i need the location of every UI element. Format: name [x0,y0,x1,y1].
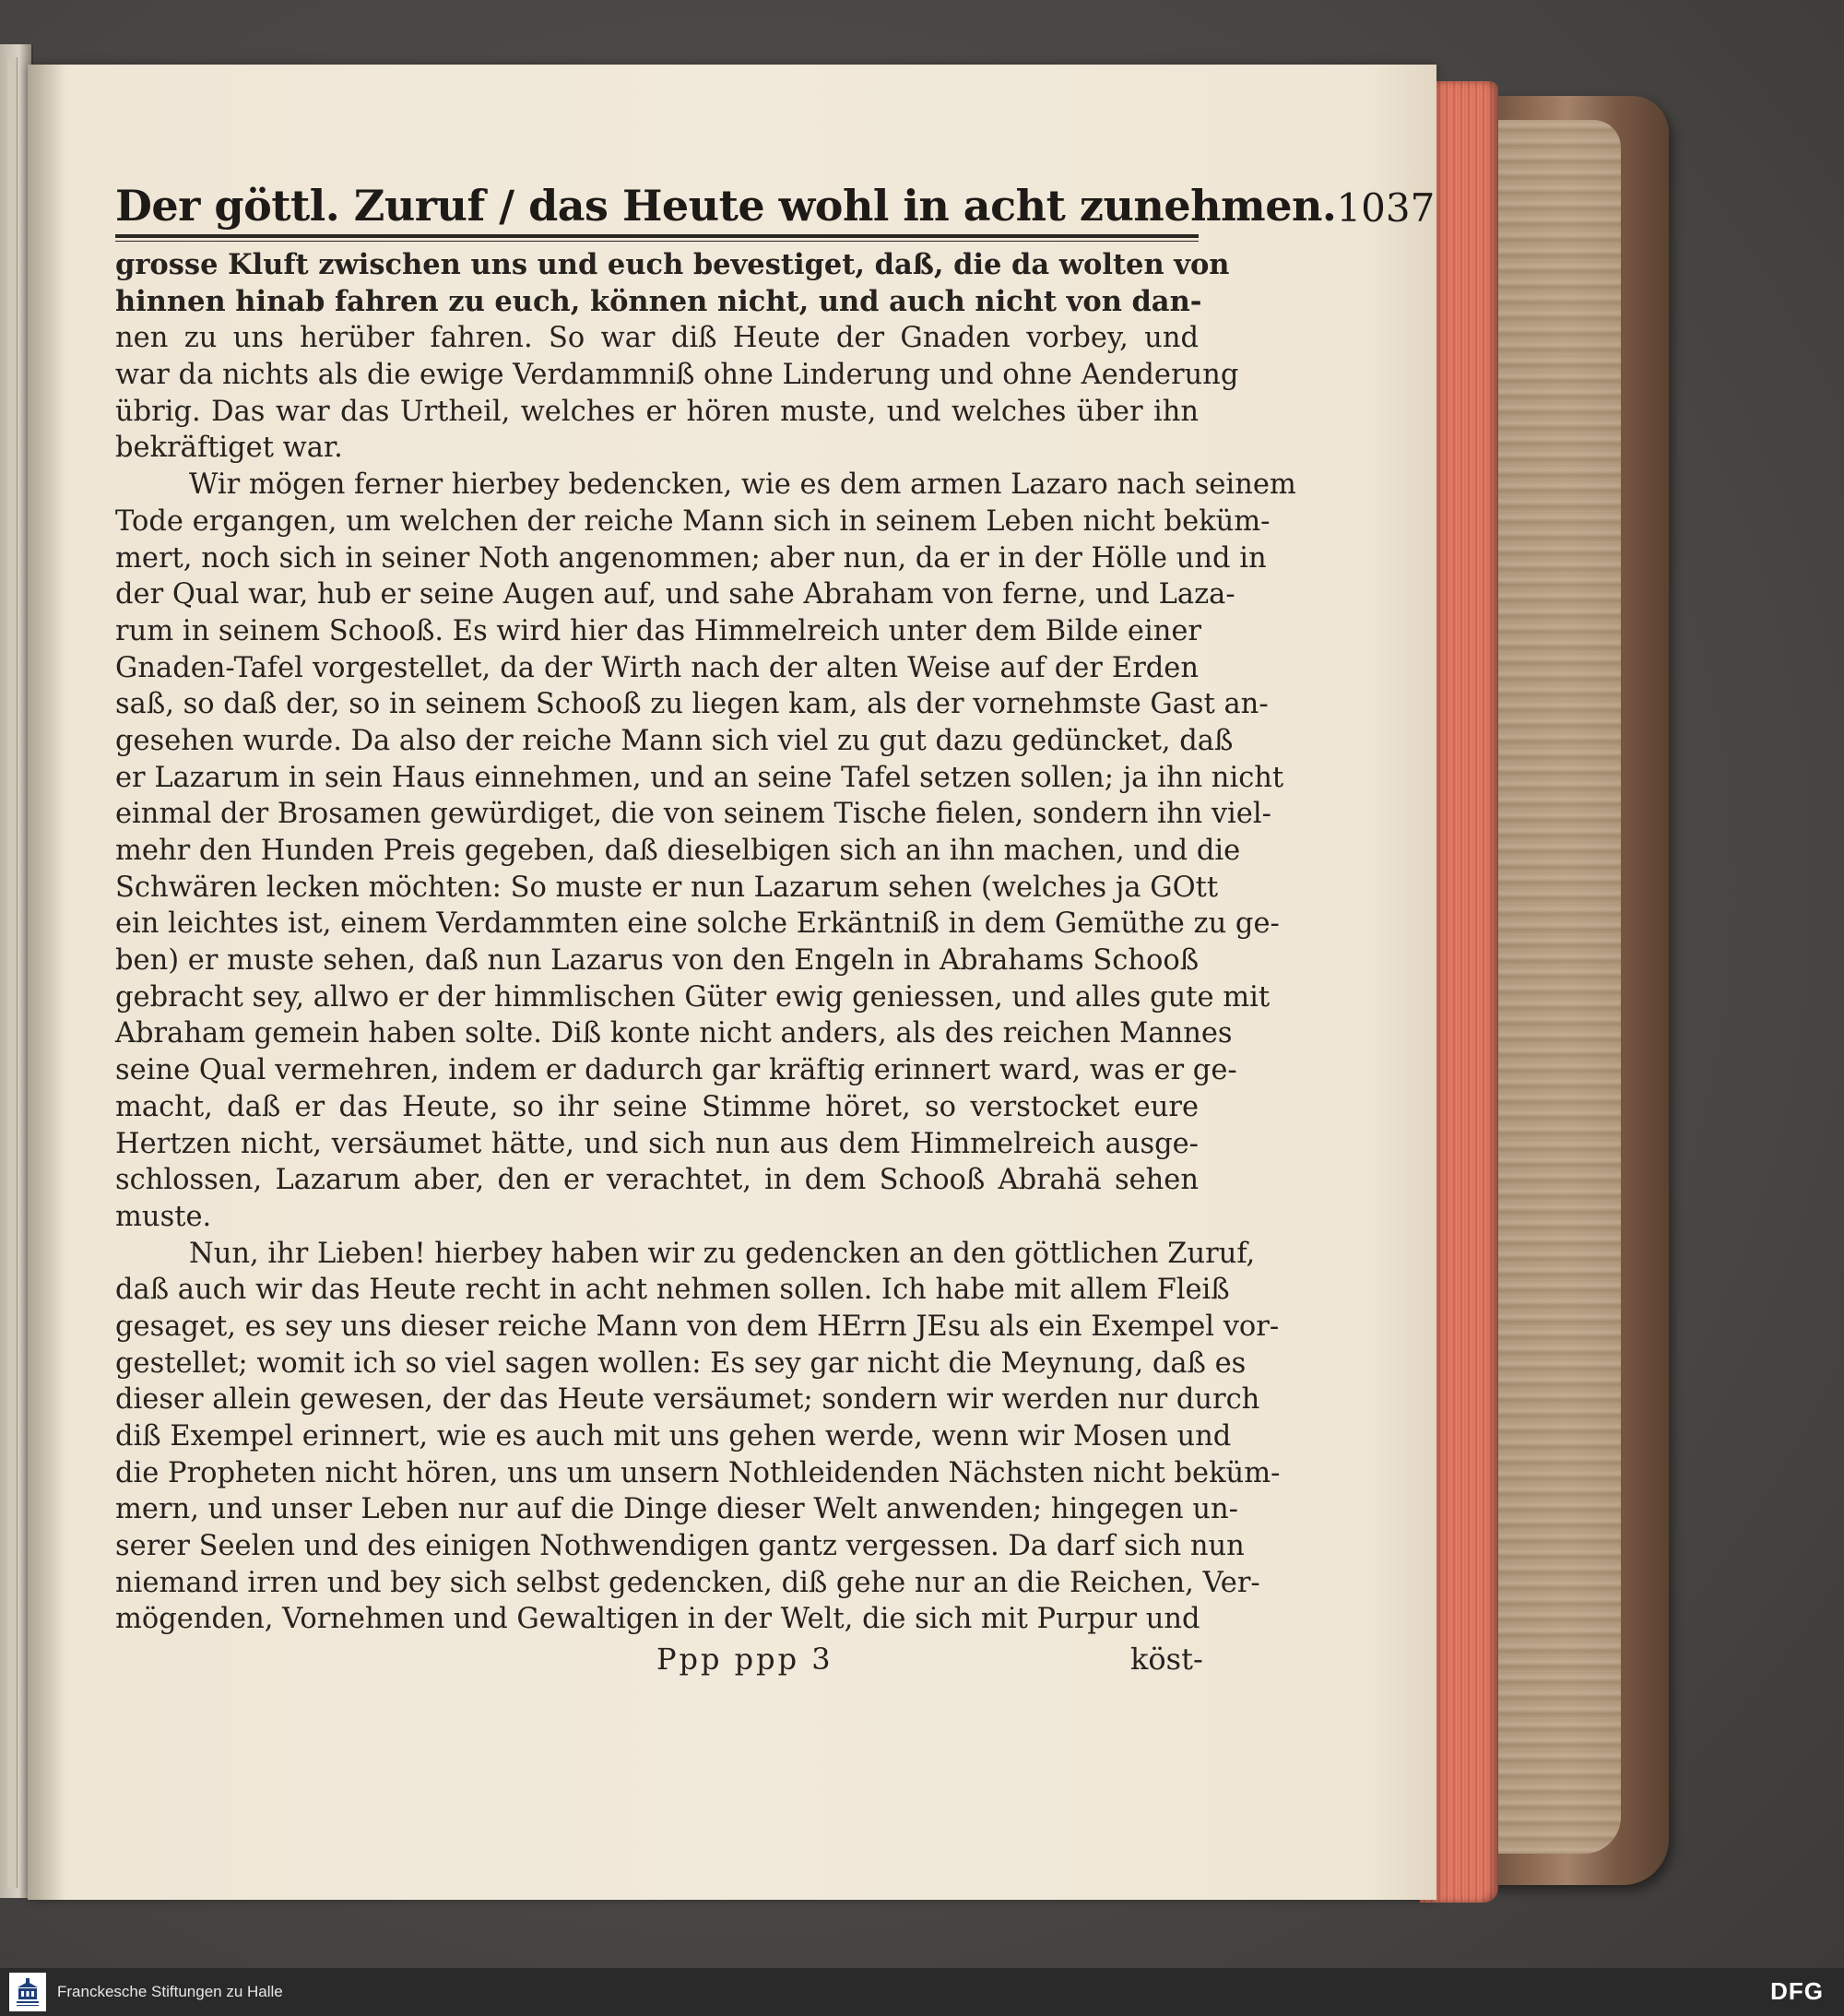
text-line: Schwären lecken möchten: So muste er nun Lazarum sehen (welches ja GOtt [115,871,1219,904]
text-line: Hertzen nicht, versäumet hätte, und sich nun aus dem Himmelreich ausge- [115,1127,1199,1160]
text-line: gestellet; womit ich so viel sagen wollen: Es sey gar nicht die Meynung, daß es [115,1346,1247,1380]
text-line: hinnen hinab fahren zu euch, können nicht, und auch nicht von dan- [115,284,1202,318]
text-line: ein leichtes ist, einem Verdammten eine solche Erkäntniß in dem Gemüthe zu ge- [115,907,1280,941]
text-line: mögenden, Vornehmen und Gewaltigen in der Welt, die sich mit Purpur und [115,1603,1200,1636]
institution-logo[interactable] [9,1973,46,2011]
previous-page-fold [7,57,18,1888]
text-line: übrig. Das war das Urtheil, welches er hören muste, und welches über ihn [115,395,1199,428]
text-line: serer Seelen und des einigen Nothwendigen gantz vergessen. Da darf sich nun [115,1530,1245,1563]
text-line: diß Exempel erinnert, wie es auch mit uns gehen werde, wenn wir Mosen und [115,1420,1232,1453]
text-line: daß auch wir das Heute recht in acht nehmen sollen. Ich habe mit allem Fleiß [115,1274,1230,1307]
text-line: seine Qual vermehren, indem er dadurch gar kräftig erinnert ward, was er ge- [115,1054,1237,1087]
text-line: grosse Kluft zwischen uns und euch bevestiget, daß, die da wolten von [115,248,1230,281]
text-line: einmal der Brosamen gewürdiget, die von seinem Tische fielen, sondern ihn viel- [115,798,1271,831]
text-line: gesaget, es sey uns dieser reiche Mann von dem HErrn JEsu als ein Exempel vor- [115,1310,1280,1343]
text-line: die Propheten nicht hören, uns um unsern Nothleidenden Nächsten nicht beküm- [115,1456,1281,1489]
text-line: bekräftiget war. [115,432,343,465]
catchword: köst- [1130,1642,1203,1677]
text-line: mehr den Hunden Preis gegeben, daß dieselbigen sich an ihn machen, und die [115,835,1241,867]
text-line: war da nichts als die ewige Verdammniß ohne Linderung und ohne Aenderung [115,359,1239,392]
text-line: Tode ergangen, um welchen der reiche Mann sich in seinem Leben nicht beküm- [115,504,1271,538]
text-line: Nun, ihr Lieben! hierbey haben wir zu gedencken an den göttlichen Zuruf, [189,1237,1256,1270]
text-line: mern, und unser Leben nur auf die Dinge dieser Welt anwenden; hingegen un- [115,1493,1238,1526]
text-line: gesehen wurde. Da also der reiche Mann sich viel zu gut dazu gedüncket, daß [115,724,1234,757]
text-line: niemand irren und bey sich selbst gedencken, diß gehe nur an die Reichen, Ver- [115,1566,1260,1599]
dfg-logo[interactable]: DFG [1770,1977,1824,2005]
text-line: macht, daß er das Heute, so ihr seine Stimme höret, so verstocket eure [115,1090,1199,1123]
text-line: muste. [115,1200,212,1233]
text-line: Gnaden-Tafel vorgestellet, da der Wirth nach der alten Weise auf der Erden [115,651,1199,684]
running-title: Der göttl. Zuruf / das Heute wohl in acht zunehmen. [115,181,1337,231]
signature-mark: Ppp ppp 3 [656,1642,833,1677]
text-line: saß, so daß der, so in seinem Schooß zu liegen kam, als der vornehmste Gast an- [115,688,1269,721]
text-line: mert, noch sich in seiner Noth angenommen; aber nun, da er in der Hölle und in [115,541,1267,575]
running-header [115,172,1436,231]
text-line: Wir mögen ferner hierbey bedencken, wie es dem armen Lazaro nach seinem [189,468,1296,502]
text-line: schlossen, Lazarum aber, den er verachtet, in dem Schooß Abrahä sehen [115,1164,1199,1197]
text-line: Abraham gemein haben solte. Diß konte nicht anders, als des reichen Mannes [115,1017,1233,1050]
institution-name[interactable]: Franckesche Stiftungen zu Halle [57,1983,283,2000]
institution-logo-icon [14,1976,41,2008]
text-line: ben) er muste sehen, daß nun Lazarus von den Engeln in Abrahams Schooß [115,944,1200,978]
gutter-shadow [28,65,65,1900]
body-text [115,247,1296,1638]
text-line: dieser allein gewesen, der das Heute versäumet; sondern wir werden nur durch [115,1383,1260,1417]
text-line: er Lazarum in sein Haus einnehmen, und an seine Tafel setzen sollen; ja ihn nicht [115,761,1284,794]
text-line: der Qual war, hub er seine Augen auf, und sahe Abraham von ferne, und Laza- [115,578,1235,611]
header-rule-thin [115,241,1199,242]
text-line: gebracht sey, allwo er der himmlischen Güter ewig geniessen, und alles gute mit [115,980,1271,1014]
text-line: rum in seinem Schooß. Es wird hier das Himmelreich unter dem Bilde einer [115,614,1201,647]
text-line: nen zu uns herüber fahren. So war diß Heute der Gnaden vorbey, und [115,322,1199,355]
page-number: 1037 [1336,185,1436,231]
book-cover-texture [1492,120,1621,1854]
viewer-bottom-bar [0,1968,1844,2016]
